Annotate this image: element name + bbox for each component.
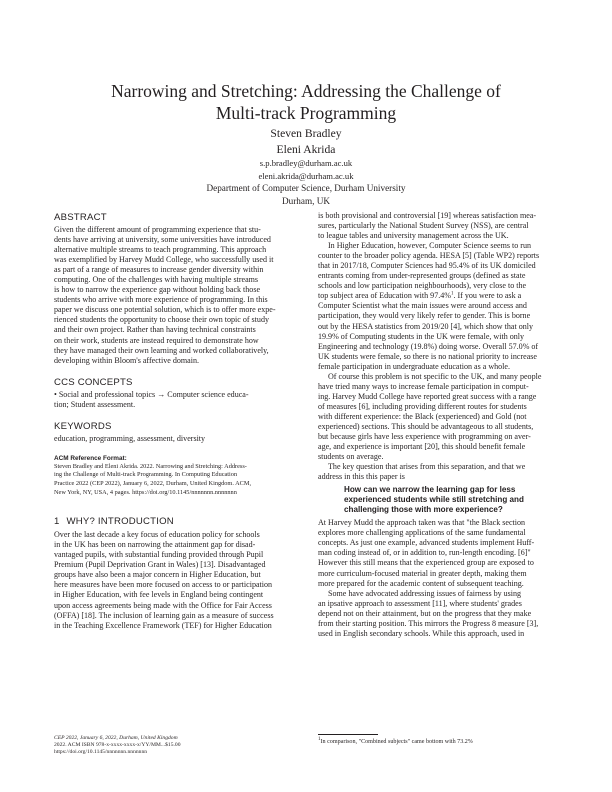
text-line: At Harvey Mudd the approach taken was that "the Black section [318, 518, 526, 528]
title-line: Multi-track Programming [215, 103, 397, 123]
abstract-text [54, 225, 310, 366]
ccs-text [54, 390, 310, 410]
title-line: Narrowing and Stretching: Addressing the Challenge of [111, 81, 501, 101]
text-line: How can we narrow the learning gap for less [344, 485, 516, 495]
keywords-heading: KEYWORDS [54, 420, 112, 432]
text-line: In Higher Education, however, Computer Science seems to run [328, 241, 532, 251]
ccs-heading: CCS CONCEPTS [54, 376, 133, 388]
abstract-heading: ABSTRACT [54, 212, 107, 223]
text-line: more prepared for the academic content of subsequent teaching. [318, 578, 524, 588]
text-line: have tried many ways to increase female participation in comput- [318, 381, 529, 391]
text-line: sures, particularly the National Student Survey (NSS), are central [318, 221, 529, 231]
text-line: Computer Scientist what the main issues were around access and [318, 301, 527, 311]
text-line: (OFFA) [18]. The inclusion of learning gain as a measure of success [54, 610, 274, 620]
text-line: rienced students the opportunity to choose their own topic of study [54, 315, 269, 325]
text-line: as part of a range of measures to increase gender diversity within [54, 265, 264, 275]
text-line: Some have advocated addressing issues of fairness by using [328, 588, 522, 598]
text-line: Engineering and technology (19.8%) doing worse. Overall 57.0% of [318, 341, 539, 351]
author-email[interactable]: eleni.akrida@durham.ac.uk [258, 170, 354, 181]
text-line: Given the different amount of programming experience that stu- [54, 225, 261, 234]
text-line: in the Teaching Excellence Framework (TEF) for Higher Education [54, 620, 272, 630]
text-line [318, 291, 574, 301]
text-line: with different experience: the Black (experienced) and Gold (not [318, 411, 527, 421]
text-line: paper we discuss one potential solution, which is to offer more expe- [54, 305, 276, 315]
text-line: used in English secondary schools. While this approach, used in [318, 628, 525, 638]
text-line: in the UK has been on narrowing the attainment gap for disad- [54, 540, 256, 550]
acm-reference-text [54, 463, 310, 497]
text-line: female participation in undergraduate education as a whole. [318, 361, 511, 371]
text-line: to league tables and university management across the UK. [318, 231, 509, 241]
text-line: they have managed their own learning and worked collaboratively, [54, 345, 269, 355]
text-line: counter to the broader policy agenda. HESA [5] (Table WP2) reports [318, 251, 540, 261]
text-line: • Social and professional topics → Computer science educa- [54, 389, 249, 399]
paragraph [318, 211, 574, 241]
page-footer [54, 735, 310, 757]
text-fragment: top subject area of Education with 97.4% [318, 291, 451, 301]
text-line: was exemplified by Harvey Mudd College, who successfully used it [54, 255, 274, 265]
text-line: explores more challenging applications of the same fundamental [318, 528, 526, 538]
text-line: The key question that arises from this separation, and that we [328, 462, 526, 472]
text-line: that in 2017/18, Computer Sciences had 95.4% of its UK domiciled [318, 261, 536, 271]
text-line: man coding instead of, or in addition to, run-length encoding. [6]" [318, 548, 531, 558]
text-line: UK students were female, so there is no national priority to increase [318, 351, 537, 361]
text-line: education, programming, assessment, diversity [54, 433, 206, 443]
text-line: groups have also been a major concern in Higher Education, but [54, 570, 261, 580]
text-line: an ipsative approach to assessment [11], where students' grades [318, 598, 522, 608]
footer-copyright: 2022. ACM ISBN 978-x-xxxx-xxxx-x/YY/MM...$15.00 [54, 742, 181, 749]
text-line: tion; Student assessment. [54, 399, 136, 409]
text-line: computing. One of the challenges with having multiple streams [54, 275, 259, 285]
text-line: students who arrive with more experience of programming. In this [54, 295, 268, 305]
footnote-number: 1 [318, 736, 321, 742]
text-line: challenging those with more experience? [344, 505, 503, 515]
text-line: out by the HESA statistics from 2019/20 [4], which show that only [318, 321, 534, 331]
text-line: concepts. As just one example, advanced students implement Huff- [318, 538, 535, 548]
paper-title [60, 80, 552, 124]
text-line: 19.9% of Computing students in the UK were female, with only [318, 331, 525, 341]
text-line: ing. Harvey Mudd College have reported great success with a range [318, 391, 537, 401]
text-line: of measures [6], including providing different routes for students [318, 401, 527, 411]
text-line: experienced students while still stretching and [344, 495, 524, 505]
author-email[interactable]: s.p.bradley@durham.ac.uk [259, 158, 353, 168]
footer-conference: CEP 2022, January 6, 2022, Durham, United Kingdom [54, 735, 178, 741]
author-name: Eleni Akrida [276, 142, 336, 156]
right-column [318, 211, 574, 639]
paragraph [318, 518, 574, 588]
footer-doi[interactable]: https://doi.org/10.1145/nnnnnnn.nnnnnnn [54, 749, 148, 756]
left-column [54, 212, 310, 631]
text-line: entrants coming from under-represented groups (defined as state [318, 271, 526, 281]
text-line: address in this this paper is [318, 472, 405, 482]
paragraph [318, 589, 574, 639]
affiliation-location: Durham, UK [282, 195, 330, 206]
text-line: students on average. [318, 452, 384, 462]
section-title: WHY? INTRODUCTION [66, 516, 174, 528]
text-line: on their work, students are instead required to demonstrate how [54, 335, 259, 345]
text-line: more curriculum-focused material in greater depth, making them [318, 568, 527, 578]
text-fragment: . If you were to ask a [453, 291, 522, 301]
text-line: Of course this problem is not specific to the UK, and many people [328, 371, 542, 381]
text-line: New York, NY, USA, 4 pages. https://doi.org/10.1145/nnnnnnn.nnnnnnn [54, 488, 237, 496]
research-question [344, 485, 574, 515]
text-line: age, and experience is important [20], this should benefit female [318, 442, 526, 452]
keywords-text [54, 434, 310, 444]
text-line: from their starting position. This mirrors the Progress 8 measure [3], [318, 618, 539, 628]
text-line: Steven Bradley and Eleni Akrida. 2022. Narrowing and Stretching: Address- [54, 462, 247, 470]
text-line: Over the last decade a key focus of education policy for schools [54, 530, 260, 540]
text-line: developing within Bloom's affective domain. [54, 355, 200, 365]
acm-reference-heading: ACM Reference Format: [54, 454, 127, 462]
text-line: in Higher Education, with fee levels in England being contingent [54, 590, 264, 600]
paragraph [318, 462, 574, 482]
affiliation: Department of Computer Science, Durham University [206, 183, 406, 193]
text-line: Practice 2022 (CEP 2022), January 6, 2022, Durham, United Kingdom. ACM, [54, 479, 252, 487]
text-line: and their own project. Rather than having technical constraints [54, 325, 256, 335]
author-block [150, 126, 462, 207]
footnote-text: In comparison, "Combined subjects" came bottom with 73.2% [320, 739, 473, 745]
text-line: Premium (Pupil Deprivation Grant in Wales) [13]. Disadvantaged [54, 560, 266, 570]
text-line: ing the Challenge of Multi-track Programming. In Computing Education [54, 471, 238, 479]
text-line: experienced) sections. This should be advantageous to all students, [318, 421, 534, 431]
footnote-marker[interactable]: 1 [450, 291, 454, 297]
text-line: alternative multiple streams to teach programming. This approach [54, 245, 267, 255]
text-line: dents have arriving at university, some universities have introduced [54, 235, 271, 245]
text-line: However this still means that the experienced group are exposed to [318, 558, 534, 568]
author-name: Steven Bradley [270, 127, 342, 140]
text-line: schools and low participation neighbourhoods), very close to the [318, 281, 527, 291]
paragraph [318, 241, 574, 372]
section-number: 1 [54, 516, 60, 528]
section-heading [54, 516, 310, 528]
text-line: is how to narrow the experience gap without holding back those [54, 285, 261, 295]
paragraph [318, 372, 574, 462]
text-line: but because girls have less experience with programming on aver- [318, 432, 531, 442]
text-line: participation, they would very likely refer to gender. This is borne [318, 311, 531, 321]
footnote [318, 738, 473, 746]
section-text [54, 530, 310, 630]
text-line: depend not on their attainment, but on the progress that they make [318, 608, 532, 618]
text-line: vantaged pupils, with substantial funding provided through Pupil [54, 550, 264, 560]
text-line: here measures have been more focused on access to or participation [54, 580, 273, 590]
text-line: upon access agreements being made with the Office for Fair Access [54, 600, 272, 610]
footnote-rule [318, 734, 378, 735]
text-line: is both provisional and controversial [19] whereas satisfaction mea- [318, 211, 537, 220]
